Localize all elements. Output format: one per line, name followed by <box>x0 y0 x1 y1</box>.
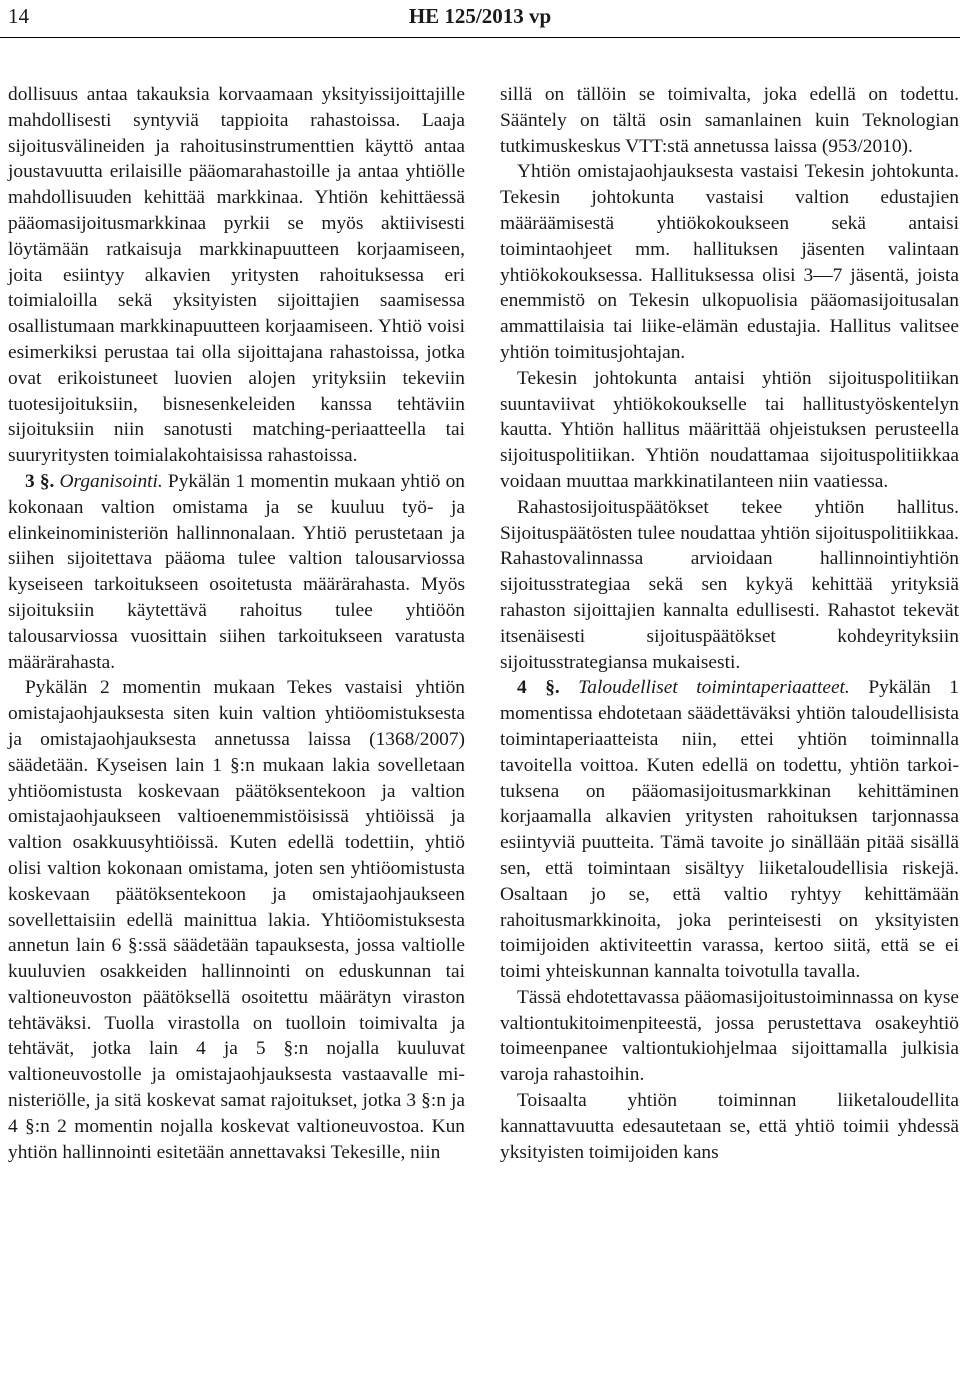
paragraph: Toisaalta yhtiön toiminnan liiketaloudellita kannattavuutta edesautetaan se, että yhtiö toimii yhdessä yksityisten toimijoiden kans <box>500 1090 959 1163</box>
header-rule <box>0 37 960 38</box>
paragraph: sillä on tällöin se toimivalta, joka edellä on todettu. Sääntely on tältä osin samanlainen kuin Teknologian tutkimuskeskus VTT:stä annetussa laissa (953/2010). <box>500 84 959 157</box>
paragraph: Pykälän 2 momentin mukaan Tekes vastaisi yhtiön omistajaohjauksesta siten kuin valtion yhtiöomistuksesta ja omistajaohjauksesta annetussa laissa (1368/2007) säädetään. Kyseisen lain 1 §:n mukaan lakia sovelletaan yhtiöomistusta koskevaan päätöksentekoon ja valtion omistajaohjaukseen valtioenemmistöisissä yhtiöissä ja valtion osakkuusyhtiöissä. Kuten edellä todettiin, yhtiö olisi valtion kokonaan omistama, joten sen yhtiöomistusta koskevaan päätöksentekoon ja omistajaohjaukseen sovellettaisiin edellä mainittua lakia. Yhtiöomistuksesta annetun lain 6 §:ssä säädetään tapauksesta, jossa valtiolle kuuluvien osakkeiden hallinnointi on eduskunnan tai valtioneuvoston päätöksellä osoitettu määrätyn viraston tehtäväksi. Tuolla virastolla on tuolloin toimivalta ja tehtävät, jotka lain 4 ja 5 §:n nojalla kuuluvat valtioneuvostolle ja omistajaohjauksesta vastaavalle ministeriölle, ja sitä koskevat samat rajoitukset, jotka 3 §:n ja 4 §:n 2 momentin nojalla koskevat valtioneuvostoa. Kun yhtiön hallinnointi esitetään annettavaksi Tekesille, niin <box>8 677 465 1163</box>
left-column <box>8 82 465 1165</box>
section-4-number: 4 §. <box>517 677 560 699</box>
section-3-body: Pykälän 1 momentin mukaan yhtiö on kokonaan valtion omistama ja se kuuluu työ- ja elinkeinoministeriön hallinnonalaan. Yhtiö perustetaan ja siihen sijoitettava pääoma tulee valtion talousarviossa kyseiseen tarkoitukseen osoitetusta määrärahasta. Myös sijoituksiin käytettävä rahoitus tulee yhtiöön talousarviossa vuosittain siihen tarkoitukseen varatusta määrärahasta. <box>8 470 465 673</box>
paragraph: dollisuus antaa takauksia korvaamaan yksityissijoittajille mahdollisesti syntyviä tappioita rahastoissa. Laaja sijoitusvälineiden ja rahoitusinstrumenttien käyttö antaa joustavuutta erilaisille pääomarahastoille ja antaa yhtiölle mahdollisuuden kehittää markkinaa. Yhtiön kehittäessä pääomasijoitusmarkkinaa pyrkii se myös aktiivisesti löytämään ratkaisuja markkinapuutteen korjaamiseen, joita esiintyy alkavien yritysten rahoituksessa eri toimialoilla sekä yksityisten sijoittajien saamisessa osallistumaan markkinapuutteen korjaamiseen. Yhtiö voisi esimerkiksi perustaa tai olla sijoittajana rahastoissa, jotka ovat erikoistuneet luovien alojen yrityksiin tekeviin tuotesijoituksiin, bisnesenkeleiden kanssa tehtäviin sijoituksiin niin sanotusti matching-periaatteella tai suuryritysten toimialakohtaisissa rahastoissa. <box>8 84 465 467</box>
section-4-title: Taloudelliset toimintaperiaatteet. <box>578 677 850 699</box>
document-id: HE 125/2013 vp <box>408 4 552 28</box>
page-number: 14 <box>8 4 29 28</box>
section-3-title: Organisointi. <box>59 470 163 492</box>
right-column <box>500 82 959 1165</box>
paragraph: Tekesin johtokunta antaisi yhtiön sijoituspolitiikan suuntaviivat yhtiökokoukselle tai hallitustyöskentelyn kautta. Yhtiön hallitus määrittää ohjeistuksen perusteella sijoituspolitiikan. Yhtiön noudattamaa sijoituspolitiikkaa voidaan muuttaa markkinatilanteen niin vaatiessa. <box>500 367 959 492</box>
section-3-number: 3 §. <box>25 470 55 492</box>
paragraph: Rahastosijoituspäätökset tekee yhtiön hallitus. Sijoituspäätösten tulee noudattaa yhtiön sijoituspolitiikkaa. Rahastovalinnassa arvioidaan hallinnointiyhtiön sijoitusstrategiaa sekä sen kykyä kehittää yrityksiä rahaston sijoittajien kannalta edullisesti. Rahastot tekevät itsenäisesti sijoituspäätökset kohdeyrityksiin sijoitusstrategiansa mukaisesti. <box>500 496 959 673</box>
paragraph: Tässä ehdotettavassa pääomasijoitustoiminnassa on kyse valtiontukitoimenpiteestä, jossa perustettava osakeyhtiö toimeenpanee valtiontukiohjelmaa sijoittamalla julkisia varoja rahastoihin. <box>500 986 959 1086</box>
page-header <box>0 0 960 38</box>
section-3-paragraph <box>8 469 465 675</box>
section-4-body: Pykälän 1 momentissa ehdotetaan säädettäväksi yhtiön taloudellisista toimintaperiaatteista niin, ettei yhtiön toiminnalla tavoitella voittoa. Kuten edellä on todettu, yhtiön tarkoituksena on pääomasijoitusmarkkinan kehittäminen korjaamalla alkavien yritysten rahoituksen tarjonnassa esiintyviä puutteita. Tämä tavoite jo sinällään pitää sisällä sen, että toimintaan sisältyy liiketaloudellisia riskejä. Osaltaan jo se, että valtio ryhtyy kehittämään rahoitusmarkkinoita, joka perinteisesti on yksityisten toimijoiden aktiviteettin varassa, kertoo siitä, että se ei toimi yhteiskunnan kannalta toivotulla tavalla. <box>500 677 959 983</box>
section-4-paragraph <box>500 675 959 985</box>
paragraph: Yhtiön omistajaohjauksesta vastaisi Tekesin johtokunta. Tekesin johtokunta vastaisi valtion edustajien määräämisestä yhtiökokoukseen sekä antaisi toimintaohjeet mm. hallituksen jäsenten valintaan yhtiökokouksessa. Hallituksessa olisi 3—7 jäsentä, joista enemmistö on Tekesin ulkopuolisia pääomasijoitusalan ammattilaisia tai liike-elämän edustajia. Hallitus valitsee yhtiön toimitusjohtajan. <box>500 161 959 363</box>
